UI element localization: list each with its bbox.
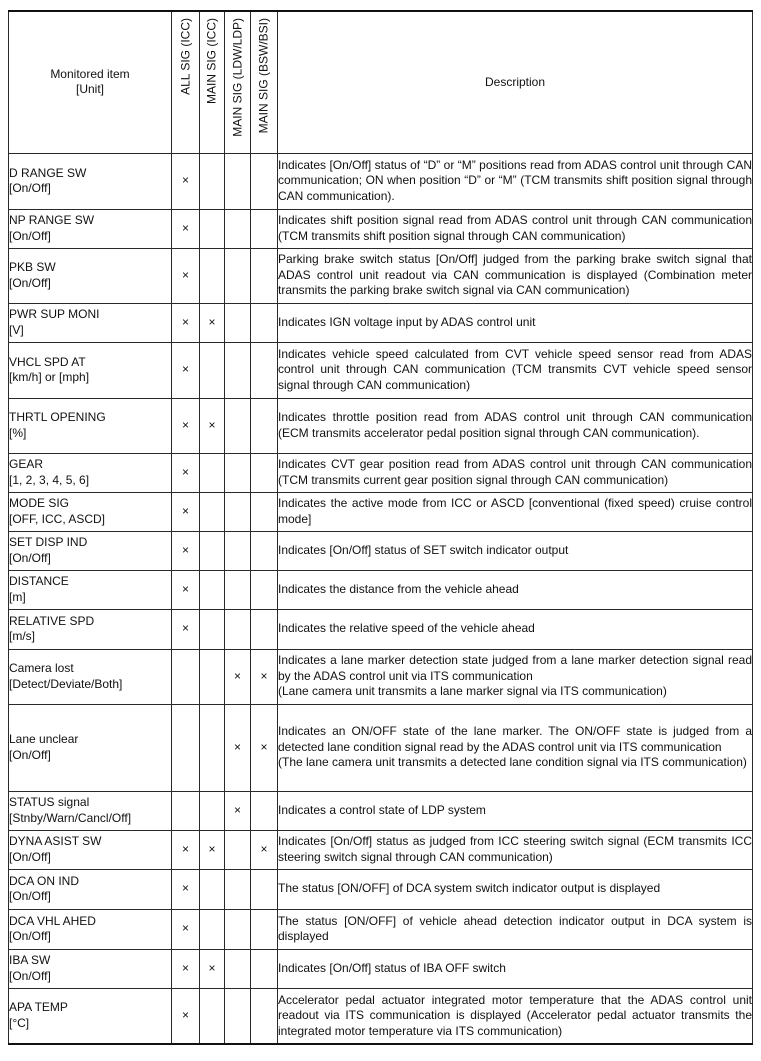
mark-all-sig-icc: × bbox=[172, 531, 200, 570]
mark-main-sig-icc bbox=[200, 791, 225, 830]
table-row bbox=[9, 830, 753, 869]
table-row bbox=[9, 988, 753, 1044]
item-unit: [1, 2, 3, 4, 5, 6] bbox=[9, 472, 90, 487]
mark-main-sig-ldw-ldp bbox=[225, 988, 251, 1044]
mark-all-sig-icc: × bbox=[172, 303, 200, 342]
mark-all-sig-icc bbox=[172, 704, 200, 791]
mark-main-sig-bsw-bsi bbox=[251, 492, 278, 531]
monitored-item-cell bbox=[9, 248, 172, 303]
item-name: PWR SUP MONI bbox=[9, 307, 100, 321]
monitored-item-cell bbox=[9, 869, 172, 909]
description-cell bbox=[278, 649, 753, 704]
mark-main-sig-bsw-bsi bbox=[251, 248, 278, 303]
monitored-item-cell bbox=[9, 398, 172, 453]
monitored-item-cell bbox=[9, 570, 172, 609]
description-cell bbox=[278, 830, 753, 869]
description-cell bbox=[278, 248, 753, 303]
table-row bbox=[9, 342, 753, 398]
mark-main-sig-icc: × bbox=[200, 949, 225, 988]
mark-all-sig-icc: × bbox=[172, 909, 200, 949]
description-cell bbox=[278, 398, 753, 453]
monitored-item-cell bbox=[9, 209, 172, 248]
item-unit: [On/Off] bbox=[9, 550, 51, 565]
table-row bbox=[9, 453, 753, 492]
mark-main-sig-icc bbox=[200, 609, 225, 649]
item-name: APA TEMP bbox=[9, 1000, 68, 1015]
item-name: DCA VHL AHED bbox=[9, 913, 96, 928]
item-unit: [On/Off] bbox=[9, 889, 51, 903]
mark-main-sig-icc bbox=[200, 909, 225, 949]
col-main-sig-icc-label: MAIN SIG (ICC) bbox=[204, 18, 219, 104]
mark-main-sig-ldw-ldp bbox=[225, 248, 251, 303]
col-all-sig-icc-label: ALL SIG (ICC) bbox=[177, 18, 192, 95]
mark-all-sig-icc: × bbox=[172, 492, 200, 531]
description-cell bbox=[278, 209, 753, 248]
mark-main-sig-icc bbox=[200, 209, 225, 248]
mark-all-sig-icc: × bbox=[172, 342, 200, 398]
monitored-item-cell bbox=[9, 704, 172, 791]
mark-main-sig-icc bbox=[200, 453, 225, 492]
item-name: SET DISP IND bbox=[9, 535, 88, 549]
table-row bbox=[9, 949, 753, 988]
description-text: Indicates the distance from the vehicle ahead bbox=[278, 581, 519, 596]
header-row bbox=[9, 11, 753, 153]
description-cell bbox=[278, 303, 753, 342]
mark-main-sig-ldw-ldp bbox=[225, 398, 251, 453]
mark-main-sig-icc bbox=[200, 153, 225, 209]
description-text: Indicates a lane marker detection state judged from a lane marker detection signal read by the ADAS control unit via ITS communication bbox=[278, 653, 752, 683]
mark-main-sig-ldw-ldp bbox=[225, 909, 251, 949]
monitored-item-cell bbox=[9, 909, 172, 949]
item-unit: [m] bbox=[9, 589, 26, 604]
mark-all-sig-icc: × bbox=[172, 209, 200, 248]
item-unit: [Detect/Deviate/Both] bbox=[9, 676, 123, 691]
item-unit: [%] bbox=[9, 425, 27, 440]
mark-all-sig-icc: × bbox=[172, 609, 200, 649]
mark-main-sig-icc bbox=[200, 248, 225, 303]
table-row bbox=[9, 398, 753, 453]
mark-main-sig-icc bbox=[200, 649, 225, 704]
mark-main-sig-bsw-bsi bbox=[251, 988, 278, 1044]
mark-main-sig-bsw-bsi bbox=[251, 609, 278, 649]
table-row bbox=[9, 791, 753, 830]
item-name: PKB SW bbox=[9, 260, 56, 274]
item-unit: [OFF, ICC, ASCD] bbox=[9, 511, 106, 526]
description-cell bbox=[278, 153, 753, 209]
table-row bbox=[9, 609, 753, 649]
mark-main-sig-bsw-bsi bbox=[251, 303, 278, 342]
col-main-sig-icc bbox=[200, 11, 225, 153]
description-cell bbox=[278, 570, 753, 609]
monitored-item-cell bbox=[9, 303, 172, 342]
mark-main-sig-bsw-bsi bbox=[251, 453, 278, 492]
table-row bbox=[9, 303, 753, 342]
description-cell bbox=[278, 609, 753, 649]
mark-main-sig-bsw-bsi: × bbox=[251, 649, 278, 704]
description-text: The status [ON/OFF] of vehicle ahead detection indicator output in DCA system is displayed bbox=[278, 913, 752, 943]
col-all-sig-icc bbox=[172, 11, 200, 153]
item-name: Lane unclear bbox=[9, 732, 79, 746]
col-main-sig-ldw-ldp-label: MAIN SIG (LDW/LDP) bbox=[229, 18, 244, 137]
item-name: DYNA ASIST SW bbox=[9, 834, 102, 848]
description-text: Indicates the relative speed of the vehicle ahead bbox=[278, 621, 535, 636]
item-unit: [On/Off] bbox=[9, 228, 51, 243]
table-row bbox=[9, 153, 753, 209]
table-row bbox=[9, 869, 753, 909]
mark-main-sig-bsw-bsi bbox=[251, 342, 278, 398]
description-text: Accelerator pedal actuator integrated motor temperature that the ADAS control unit readout via ITS communication is displayed (Accelerator pedal actuator transmits the integrated motor temperature via ITS communication) bbox=[278, 992, 752, 1038]
item-name: NP RANGE SW bbox=[9, 213, 95, 227]
table-body bbox=[9, 153, 753, 1044]
monitored-item-cell bbox=[9, 791, 172, 830]
item-name: DCA ON IND bbox=[9, 873, 80, 888]
monitored-item-header-unit: [Unit] bbox=[75, 82, 104, 97]
mark-main-sig-icc: × bbox=[200, 398, 225, 453]
item-unit: [On/Off] bbox=[9, 849, 51, 864]
mark-main-sig-icc bbox=[200, 570, 225, 609]
description-text: Indicates [On/Off] status of “D” or “M” positions read from ADAS control unit through CAN communication; ON when position “D” or “M” (TCM transmits shift position signal through CAN communication). bbox=[278, 157, 752, 203]
mark-main-sig-bsw-bsi bbox=[251, 949, 278, 988]
item-unit: [V] bbox=[9, 322, 24, 337]
description-cell bbox=[278, 704, 753, 791]
monitored-item-cell bbox=[9, 531, 172, 570]
monitor-items-table bbox=[8, 10, 753, 1045]
description-cell bbox=[278, 342, 753, 398]
mark-main-sig-bsw-bsi bbox=[251, 909, 278, 949]
description-text: Indicates [On/Off] status as judged from ICC steering switch signal (ECM transmits ICC steering switch signal through CAN communication) bbox=[278, 834, 752, 864]
mark-main-sig-bsw-bsi: × bbox=[251, 704, 278, 791]
description-text: Indicates throttle position read from ADAS control unit through CAN communication (ECM transmits accelerator pedal position signal through CAN communication). bbox=[278, 410, 752, 440]
description-text: Indicates an ON/OFF state of the lane marker. The ON/OFF state is judged from a detected lane condition signal read by the ADAS control unit via ITS communication bbox=[278, 724, 752, 754]
mark-main-sig-icc: × bbox=[200, 830, 225, 869]
description-cell bbox=[278, 791, 753, 830]
mark-main-sig-ldw-ldp: × bbox=[225, 791, 251, 830]
col-main-sig-bsw-bsi bbox=[251, 11, 278, 153]
description-cell bbox=[278, 453, 753, 492]
mark-main-sig-ldw-ldp bbox=[225, 830, 251, 869]
description-text: Indicates the active mode from ICC or ASCD [conventional (fixed speed) cruise control mode] bbox=[278, 496, 752, 526]
monitored-item-cell bbox=[9, 949, 172, 988]
mark-main-sig-ldw-ldp bbox=[225, 342, 251, 398]
mark-all-sig-icc bbox=[172, 791, 200, 830]
item-name: MODE SIG bbox=[9, 496, 70, 510]
table-row bbox=[9, 909, 753, 949]
mark-main-sig-ldw-ldp bbox=[225, 949, 251, 988]
item-unit: [On/Off] bbox=[9, 747, 51, 762]
mark-main-sig-ldw-ldp: × bbox=[225, 704, 251, 791]
item-unit: [On/Off] bbox=[9, 968, 51, 983]
item-unit: [m/s] bbox=[9, 629, 35, 643]
mark-main-sig-ldw-ldp bbox=[225, 453, 251, 492]
item-unit: [Stnby/Warn/Cancl/Off] bbox=[9, 810, 132, 825]
mark-main-sig-bsw-bsi bbox=[251, 398, 278, 453]
monitored-item-cell bbox=[9, 153, 172, 209]
description-text: Indicates IGN voltage input by ADAS control unit bbox=[278, 314, 536, 329]
mark-main-sig-icc bbox=[200, 492, 225, 531]
mark-all-sig-icc: × bbox=[172, 248, 200, 303]
mark-all-sig-icc: × bbox=[172, 453, 200, 492]
description-text: Parking brake switch status [On/Off] judged from the parking brake switch signal that ADAS control unit readout via CAN communication is displayed (Combination meter transmits the parking brake switch signal via CAN communication) bbox=[278, 252, 752, 298]
mark-main-sig-bsw-bsi bbox=[251, 153, 278, 209]
description-note: (The lane camera unit transmits a detected lane condition signal via ITS communication) bbox=[278, 755, 747, 770]
col-main-sig-bsw-bsi-label: MAIN SIG (BSW/BSI) bbox=[256, 18, 271, 134]
item-unit: [On/Off] bbox=[9, 929, 51, 943]
item-name: DISTANCE bbox=[9, 574, 69, 588]
mark-main-sig-bsw-bsi: × bbox=[251, 830, 278, 869]
item-unit: [On/Off] bbox=[9, 181, 51, 195]
mark-main-sig-icc bbox=[200, 704, 225, 791]
mark-main-sig-ldw-ldp bbox=[225, 303, 251, 342]
description-cell bbox=[278, 492, 753, 531]
mark-all-sig-icc: × bbox=[172, 988, 200, 1044]
description-note: (Lane camera unit transmits a lane marker signal via ITS communication) bbox=[278, 684, 667, 699]
mark-main-sig-ldw-ldp: × bbox=[225, 649, 251, 704]
mark-main-sig-bsw-bsi bbox=[251, 791, 278, 830]
item-unit: [On/Off] bbox=[9, 275, 51, 290]
table-row bbox=[9, 570, 753, 609]
mark-all-sig-icc: × bbox=[172, 949, 200, 988]
table-row bbox=[9, 531, 753, 570]
mark-main-sig-icc bbox=[200, 988, 225, 1044]
monitored-item-cell bbox=[9, 453, 172, 492]
item-name: IBA SW bbox=[9, 953, 51, 967]
mark-main-sig-icc bbox=[200, 342, 225, 398]
mark-main-sig-ldw-ldp bbox=[225, 492, 251, 531]
description-text: Indicates a control state of LDP system bbox=[278, 802, 486, 817]
mark-all-sig-icc: × bbox=[172, 570, 200, 609]
col-main-sig-ldw-ldp bbox=[225, 11, 251, 153]
description-text: Indicates vehicle speed calculated from CVT vehicle speed sensor read from ADAS control unit through CAN communication (TCM transmits CVT vehicle speed sensor signal through CAN communication) bbox=[278, 346, 752, 392]
description-text: Indicates [On/Off] status of IBA OFF switch bbox=[278, 960, 506, 975]
table-row bbox=[9, 649, 753, 704]
monitored-item-cell bbox=[9, 342, 172, 398]
mark-main-sig-ldw-ldp bbox=[225, 531, 251, 570]
item-name: STATUS signal bbox=[9, 795, 90, 809]
mark-main-sig-ldw-ldp bbox=[225, 609, 251, 649]
description-cell bbox=[278, 531, 753, 570]
description-cell bbox=[278, 909, 753, 949]
mark-main-sig-icc bbox=[200, 531, 225, 570]
monitored-item-cell bbox=[9, 830, 172, 869]
table-row bbox=[9, 209, 753, 248]
mark-main-sig-bsw-bsi bbox=[251, 570, 278, 609]
mark-main-sig-icc: × bbox=[200, 303, 225, 342]
mark-main-sig-ldw-ldp bbox=[225, 153, 251, 209]
monitored-item-cell bbox=[9, 492, 172, 531]
mark-main-sig-ldw-ldp bbox=[225, 570, 251, 609]
description-text: The status [ON/OFF] of DCA system switch indicator output is displayed bbox=[278, 881, 661, 896]
monitored-item-cell bbox=[9, 609, 172, 649]
description-cell bbox=[278, 949, 753, 988]
monitored-item-header bbox=[9, 11, 172, 153]
item-name: RELATIVE SPD bbox=[9, 613, 95, 628]
item-name: VHCL SPD AT bbox=[9, 354, 86, 369]
mark-main-sig-bsw-bsi bbox=[251, 209, 278, 248]
item-name: GEAR bbox=[9, 457, 44, 471]
description-cell bbox=[278, 869, 753, 909]
monitored-item-header-label: Monitored item bbox=[50, 66, 130, 81]
description-cell bbox=[278, 988, 753, 1044]
mark-main-sig-icc bbox=[200, 869, 225, 909]
table-row bbox=[9, 704, 753, 791]
item-name: THRTL OPENING bbox=[9, 410, 106, 424]
item-unit: [km/h] or [mph] bbox=[9, 370, 90, 384]
item-unit: [°C] bbox=[9, 1015, 30, 1030]
monitored-item-cell bbox=[9, 988, 172, 1044]
mark-all-sig-icc bbox=[172, 649, 200, 704]
mark-all-sig-icc: × bbox=[172, 869, 200, 909]
table-row bbox=[9, 248, 753, 303]
mark-main-sig-bsw-bsi bbox=[251, 869, 278, 909]
table-row bbox=[9, 492, 753, 531]
mark-all-sig-icc: × bbox=[172, 398, 200, 453]
mark-main-sig-ldw-ldp bbox=[225, 209, 251, 248]
item-name: D RANGE SW bbox=[9, 165, 87, 180]
monitored-item-cell bbox=[9, 649, 172, 704]
description-text: Indicates [On/Off] status of SET switch indicator output bbox=[278, 542, 569, 557]
description-text: Indicates CVT gear position read from ADAS control unit through CAN communication (TCM transmits current gear position signal through CAN communication) bbox=[278, 457, 752, 487]
description-text: Indicates shift position signal read from ADAS control unit through CAN communication (TCM transmits shift position signal through CAN communication) bbox=[278, 213, 752, 243]
mark-main-sig-bsw-bsi bbox=[251, 531, 278, 570]
description-header: Description bbox=[278, 11, 753, 153]
mark-main-sig-ldw-ldp bbox=[225, 869, 251, 909]
item-name: Camera lost bbox=[9, 661, 74, 675]
mark-all-sig-icc: × bbox=[172, 153, 200, 209]
mark-all-sig-icc: × bbox=[172, 830, 200, 869]
